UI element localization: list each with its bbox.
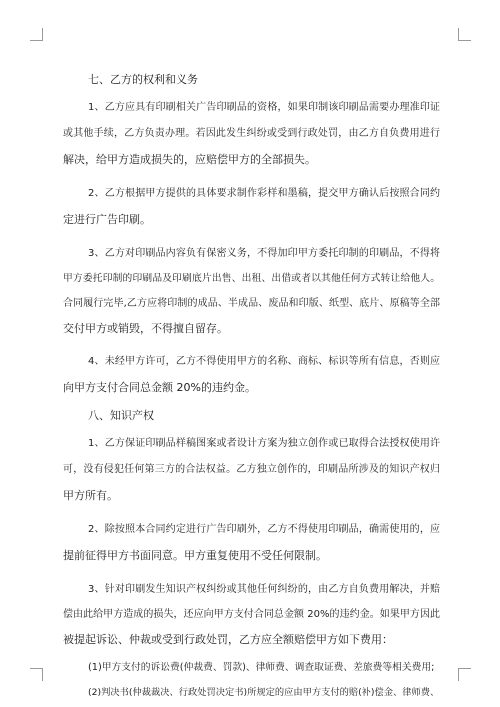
paragraph-line: 2、乙方根据甲方提供的具体要求制作彩样和墨稿，提交甲方确认后按照合同约 bbox=[88, 188, 440, 199]
paragraph-line: 偿由此给甲方造成的损失，还应向甲方支付合同总金额 20%的违约金。如果甲方因此 bbox=[63, 609, 440, 620]
paragraph-line: (2)判决书(仲裁裁决、行政处罚决定书)所规定的应由甲方支付的赔(补)偿金、律师费、 bbox=[88, 687, 440, 698]
paragraph-line: 1、乙方应具有印刷相关广告印刷品的资格，如果印制该印刷品需要办理准印证 bbox=[88, 102, 440, 113]
paragraph-line: 或其他手续，乙方负责办理。若因此发生纠纷或受到行政处罚，由乙方自负费用进行 bbox=[63, 128, 440, 139]
paragraph-line: 甲方所有。 bbox=[63, 489, 118, 502]
paragraph-line: 向甲方支付合同总金额 20%的违约金。 bbox=[63, 381, 256, 394]
paragraph-line: 1、乙方保证印刷品样稿图案或者设计方案为独立创作或已取得合法授权使用许 bbox=[88, 438, 440, 449]
paragraph-line: 可，没有侵犯任何第三方的合法权益。乙方独立创作的，印刷品所涉及的知识产权归 bbox=[63, 464, 440, 475]
crop-mark-top-right bbox=[458, 28, 471, 41]
paragraph-line: 甲方委托印制的印刷品及印刷底片出售、出租、出借或者以其他任何方式转让给他人。 bbox=[63, 273, 440, 284]
section-heading: 七、乙方的权利和义务 bbox=[88, 73, 198, 86]
paragraph-line: 合同履行完毕,乙方应将印制的成品、半成品、废品和印版、纸型、底片、原稿等全部 bbox=[63, 298, 440, 309]
paragraph-line: 解决，给甲方造成损失的，应赔偿甲方的全部损失。 bbox=[63, 153, 316, 166]
paragraph-line: 3、针对印刷发生知识产权纠纷或其他任何纠纷的，由乙方自负费用解决，并赔 bbox=[88, 584, 440, 595]
section-heading: 八、知识产权 bbox=[88, 409, 154, 422]
paragraph-line: 3、乙方对印刷品内容负有保密义务，不得加印甲方委托印制的印刷品，不得将 bbox=[88, 248, 440, 259]
paragraph-line: 定进行广告印刷。 bbox=[63, 213, 151, 226]
paragraph-line: (1)甲方支付的诉讼费(仲裁费、罚款)、律师费、调查取证费、差旅费等相关费用; bbox=[88, 662, 435, 673]
crop-mark-bottom-left bbox=[30, 668, 43, 681]
paragraph-line: 被提起诉讼、仲裁或受到行政处罚，乙方应全额赔偿甲方如下费用： bbox=[63, 633, 393, 646]
crop-mark-top-left bbox=[30, 28, 43, 41]
paragraph-line: 交付甲方或销毁，不得擅自留存。 bbox=[63, 322, 228, 335]
paragraph-line: 4、未经甲方许可，乙方不得使用甲方的名称、商标、标识等所有信息，否则应 bbox=[88, 356, 440, 367]
paragraph-line: 提前征得甲方书面同意。甲方重复使用不受任何限制。 bbox=[63, 549, 327, 562]
paragraph-line: 2、除按照本合同约定进行广告印刷外，乙方不得使用印刷品，确需使用的，应 bbox=[88, 524, 440, 535]
crop-mark-bottom-right bbox=[458, 668, 471, 681]
